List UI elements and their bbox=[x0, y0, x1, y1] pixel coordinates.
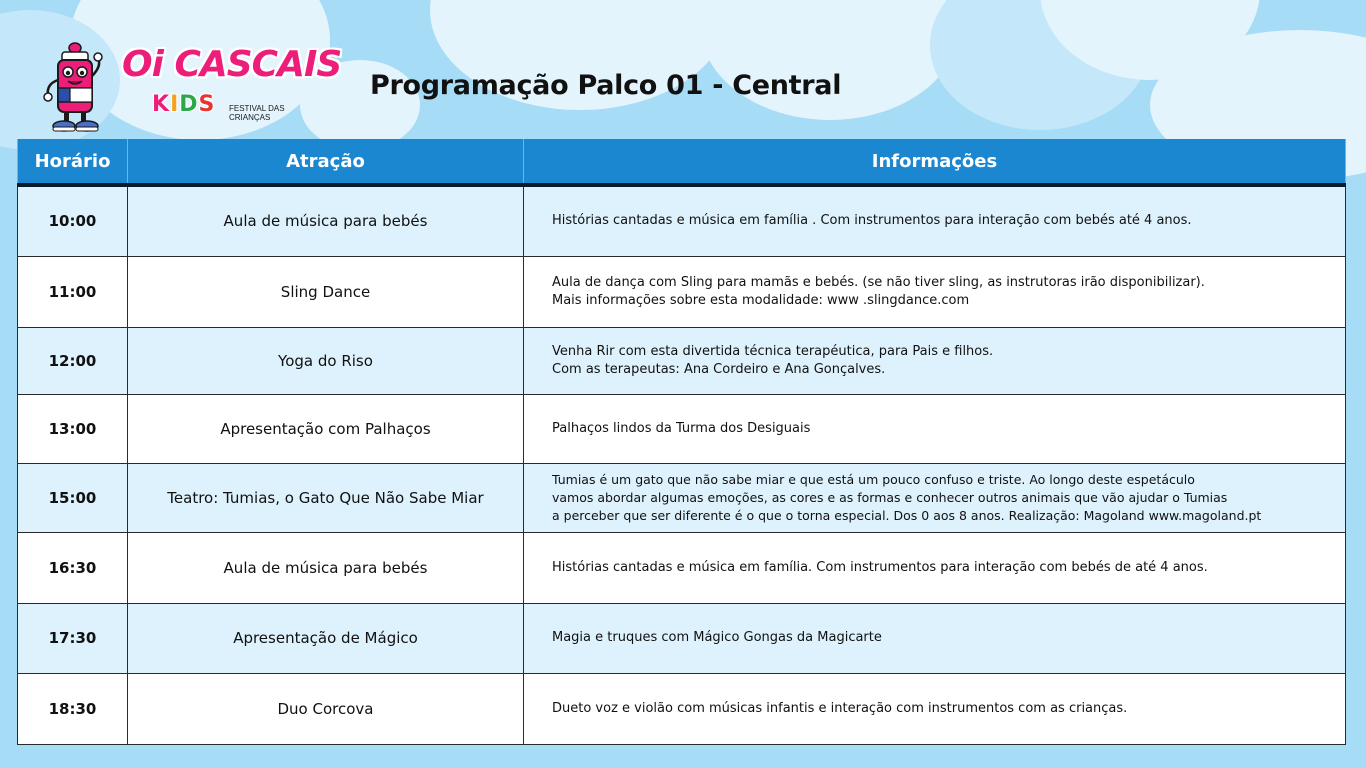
logo-subtitle: FESTIVAL DAS CRIANÇAS bbox=[229, 104, 285, 122]
info-line: Aula de dança com Sling para mamãs e bebés. (se não tiver sling, as instrutoras irão disponibilizar). bbox=[552, 274, 1205, 290]
info-cell bbox=[524, 327, 1346, 394]
info-line: Histórias cantadas e música em família . Com instrumentos para interação com bebés até 4 anos. bbox=[552, 213, 1192, 229]
table-header-row bbox=[18, 139, 1346, 185]
column-header-attraction: Atração bbox=[128, 139, 524, 185]
table-row bbox=[18, 256, 1346, 327]
logo-kids: KIDS bbox=[152, 92, 216, 117]
column-header-time: Horário bbox=[18, 139, 128, 185]
attraction-cell: Aula de música para bebés bbox=[128, 532, 524, 603]
table-row bbox=[18, 673, 1346, 744]
page-title: Programação Palco 01 - Central bbox=[370, 70, 842, 101]
time-cell: 12:00 bbox=[18, 327, 128, 394]
table-row bbox=[18, 394, 1346, 463]
table-row bbox=[18, 603, 1346, 673]
time-cell: 11:00 bbox=[18, 256, 128, 327]
info-line: Venha Rir com esta divertida técnica terapéutica, para Pais e filhos. bbox=[552, 343, 994, 359]
info-line: a perceber que ser diferente é o que o torna especial. Dos 0 aos 8 anos. Realização: Magoland www.magoland.pt bbox=[552, 507, 1262, 523]
attraction-cell: Yoga do Riso bbox=[128, 327, 524, 394]
festival-logo bbox=[40, 40, 342, 135]
table-row bbox=[18, 185, 1346, 256]
time-cell: 18:30 bbox=[18, 673, 128, 744]
logo-wordmark: Oi CASCAIS bbox=[122, 44, 342, 85]
info-cell bbox=[524, 532, 1346, 603]
info-line: Palhaços lindos da Turma dos Desiguais bbox=[552, 420, 811, 436]
info-cell bbox=[524, 463, 1346, 532]
attraction-cell: Teatro: Tumias, o Gato Que Não Sabe Miar bbox=[128, 463, 524, 532]
info-cell bbox=[524, 673, 1346, 744]
info-line: Magia e truques com Mágico Gongas da Magicarte bbox=[552, 630, 882, 645]
attraction-cell: Apresentação de Mágico bbox=[128, 603, 524, 673]
info-cell bbox=[524, 394, 1346, 463]
schedule-table bbox=[17, 139, 1346, 745]
info-cell bbox=[524, 185, 1346, 256]
time-cell: 17:30 bbox=[18, 603, 128, 673]
info-cell bbox=[524, 603, 1346, 673]
background-cloud bbox=[700, 0, 960, 120]
attraction-cell: Apresentação com Palhaços bbox=[128, 394, 524, 463]
attraction-cell: Duo Corcova bbox=[128, 673, 524, 744]
time-cell: 13:00 bbox=[18, 394, 128, 463]
info-line: Dueto voz e violão com músicas infantis e interação com instrumentos com as crianças. bbox=[552, 700, 1128, 716]
table-row bbox=[18, 327, 1346, 394]
table-row bbox=[18, 532, 1346, 603]
attraction-cell: Sling Dance bbox=[128, 256, 524, 327]
time-cell: 15:00 bbox=[18, 463, 128, 532]
info-cell bbox=[524, 256, 1346, 327]
mascot-icon bbox=[40, 40, 110, 135]
attraction-cell: Aula de música para bebés bbox=[128, 185, 524, 256]
info-line: Histórias cantadas e música em família. Com instrumentos para interação com bebés de até 4 anos. bbox=[552, 559, 1208, 575]
column-header-info: Informações bbox=[524, 139, 1346, 185]
info-line: Com as terapeutas: Ana Cordeiro e Ana Gonçalves. bbox=[552, 361, 886, 377]
time-cell: 10:00 bbox=[18, 185, 128, 256]
time-cell: 16:30 bbox=[18, 532, 128, 603]
info-line: Mais informações sobre esta modalidade: www .slingdance.com bbox=[552, 292, 970, 308]
info-line: Tumias é um gato que não sabe miar e que está um pouco confuso e triste. Ao longo deste espetáculo bbox=[552, 471, 1195, 487]
table-row bbox=[18, 463, 1346, 532]
info-line: vamos abordar algumas emoções, as cores e as formas e conhecer outros animais que vão ajudar o Tumias bbox=[552, 489, 1228, 505]
